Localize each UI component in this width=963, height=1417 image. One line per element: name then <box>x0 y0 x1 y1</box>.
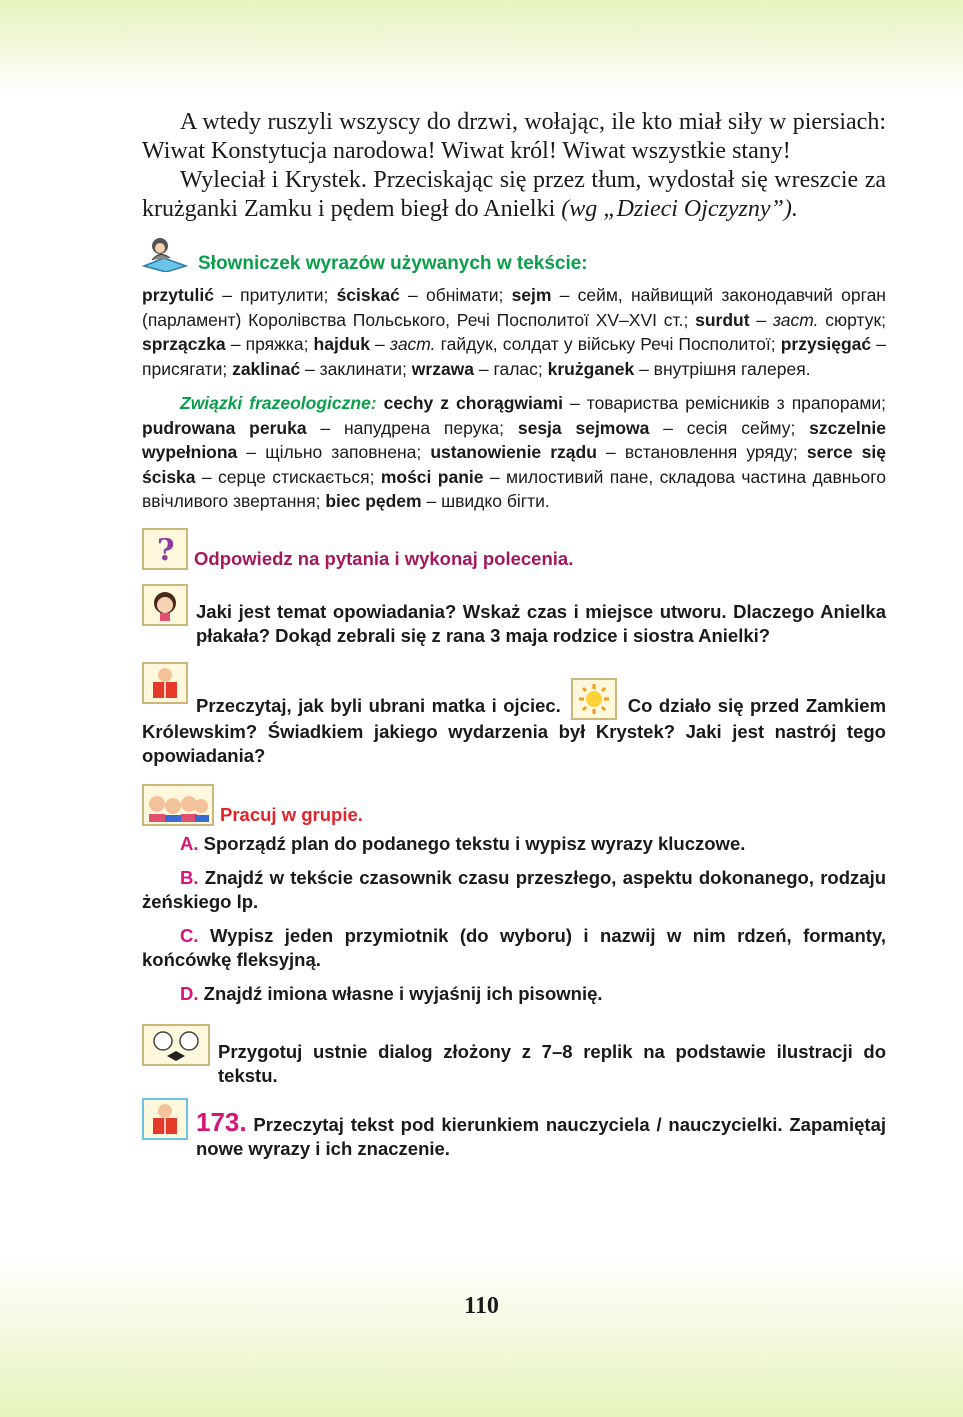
glossary-word: hajduk <box>313 334 370 354</box>
phrase-word: sesja sejmowa <box>517 417 650 438</box>
glossary-word: przysięgać <box>780 334 872 354</box>
story-paragraph-1: A wtedy ruszyli wszyscy do drzwi, wołając, ile kto miał siły w piersiach: Wiwat Konstytucja narodowa! Wiwat król! Wiwat wszystkie stany! <box>142 109 886 164</box>
phrase-translation: – милостивий пане, складова частина давнього ввічливого звертання; <box>142 466 887 511</box>
reader-dictionary-icon <box>142 236 188 277</box>
glossary-translation: – присягати; <box>142 334 886 379</box>
question-2 <box>142 662 886 768</box>
group-heading: Pracuj w grupie. <box>220 803 363 825</box>
story-paragraph-2-main: Wyleciał i Krystek. Przeciskając się przez tłum, wydostał się wreszcie za krużganki Zamku i pędem biegł do Anielki <box>142 167 886 222</box>
svg-text:?: ? <box>157 532 175 566</box>
glossary-translation: – заклинати; <box>300 358 412 379</box>
glossary-word: zaklinać <box>232 358 301 379</box>
glossary-translation: – галас; <box>474 358 548 379</box>
answer-heading: Odpowiedz na pytania i wykonaj polecenia. <box>194 547 574 569</box>
phrase-translation: – сесія сейму; <box>649 417 810 438</box>
group-item-letter: C. <box>180 924 199 946</box>
phrase-word: cechy z chorągwiami <box>383 393 564 413</box>
glossary-translation: – обнімати; <box>399 285 512 305</box>
phrase-word: biec pędem <box>325 491 422 511</box>
story-paragraph-2 <box>142 166 886 224</box>
phrase-translation: – швидко бігти. <box>421 491 550 511</box>
question-2-text <box>142 662 886 768</box>
glossary-header <box>142 236 886 277</box>
girl-face-icon <box>142 584 188 626</box>
group-children-icon <box>142 784 214 826</box>
group-item <box>142 982 886 1006</box>
group-item <box>142 924 886 972</box>
glossary-word: surdut <box>695 309 750 330</box>
glossary-word: sprzączka <box>142 334 226 354</box>
glossary-word: przytulić <box>142 285 214 305</box>
question-1 <box>142 584 886 648</box>
glossary-translation: – <box>369 334 390 354</box>
group-item-text: Sporządź plan do podanego tekstu i wypisz wyrazy kluczowe. <box>203 832 746 854</box>
sun-icon <box>571 678 617 720</box>
glossary-abbr: заст. <box>389 334 436 354</box>
story-text <box>142 108 886 224</box>
glossary-word: sejm <box>511 285 552 305</box>
reading-child-icon <box>142 662 188 704</box>
glossary-translation: – сейм, найвищий законодавчий орган (парламент) Королівства Польського, Речі Посполитої XV–XVI ст.; <box>142 285 886 330</box>
question-2-part-a: Przeczytaj, jak byli ubrani matka i ojciec. <box>196 694 561 716</box>
phrase-word: pudrowana peruka <box>142 417 307 438</box>
glossary-translation: сюртук; <box>818 309 886 330</box>
phrase-word: szczelnie wypełniona <box>142 417 886 462</box>
glossary-translation: – внутрішня галерея. <box>634 358 811 379</box>
group-item-text: Znajdź imiona własne i wyjaśnij ich pisownię. <box>203 982 603 1004</box>
group-item-text: Wypisz jeden przymiotnik (do wyboru) i nazwij w nim rdzeń, formanty, końcówkę fleksyjną. <box>142 924 886 970</box>
glossary-translation: – притулити; <box>213 285 337 305</box>
group-item-letter: B. <box>180 866 199 888</box>
group-items <box>142 832 886 1006</box>
answer-section <box>142 528 886 570</box>
exercise-173-text <box>142 1098 886 1161</box>
glossary-translation: – пряжка; <box>225 334 314 354</box>
story-source: (wg „Dzieci Ojczyzny”). <box>561 196 798 222</box>
glossary-entries <box>142 283 886 381</box>
glossary-translation: гайдук, солдат у війську Речі Посполитої; <box>435 334 781 354</box>
page-content <box>142 108 886 1161</box>
group-item-text: Znajdź w tekście czasownik czasu przeszłego, aspektu dokonanego, rodzaju żeńskiego lp. <box>142 866 887 912</box>
group-item-letter: D. <box>180 982 199 1004</box>
question-mark-icon <box>142 528 188 570</box>
glossary-word: ściskać <box>336 285 400 305</box>
dialog-pair-icon <box>142 1024 210 1066</box>
group-section <box>142 784 886 826</box>
group-item-letter: A. <box>180 832 199 854</box>
page-number: 110 <box>464 1293 499 1319</box>
question-1-text: Jaki jest temat opowiadania? Wskaż czas i miejsce utworu. Dlaczego Anielka płakała? Dokąd zebrali się z rana 3 maja rodzice i siostra Anielki? <box>196 600 886 646</box>
phrase-word: ustanowienie rządu <box>430 442 597 462</box>
exercise-173 <box>142 1098 886 1161</box>
dialog-task <box>142 1024 886 1088</box>
glossary-title: Słowniczek wyrazów używanych w tekście: <box>198 253 588 274</box>
phrases-label: Związki frazeologiczne: <box>180 393 377 413</box>
phrase-translation: – серце стискається; <box>195 466 381 487</box>
exercise-instruction: Przeczytaj tekst pod kierunkiem nauczyciela / nauczycielki. Zapamiętaj nowe wyrazy i ich znaczenie. <box>196 1113 887 1159</box>
phrase-word: serce się ściska <box>142 442 887 487</box>
exercise-number: 173. <box>196 1106 247 1137</box>
phrase-word: mości panie <box>380 466 484 487</box>
glossary-translation: – <box>749 309 773 330</box>
glossary-word: krużganek <box>547 358 635 379</box>
phrase-translation: – щільно заповнена; <box>237 442 431 462</box>
group-item <box>142 866 886 914</box>
phrases-block <box>142 391 886 514</box>
phrase-translation: – напудрена перука; <box>306 417 518 438</box>
glossary-abbr: заст. <box>772 309 819 330</box>
phrase-translation: – встановлення уряду; <box>596 442 807 462</box>
reading-child-icon <box>142 1098 188 1140</box>
question-2-part-b: Co działo się przed Zamkiem Królewskim? Świadkiem jakiego wydarzenia był Krystek? Jaki jest nastrój tego opowiadania? <box>142 694 887 766</box>
glossary-word: wrzawa <box>411 358 475 379</box>
group-item <box>142 832 886 856</box>
phrase-translation: – товариства ремісників з прапорами; <box>563 393 886 413</box>
dialog-task-text: Przygotuj ustnie dialog złożony z 7–8 replik na podstawie ilustracji do tekstu. <box>218 1040 886 1086</box>
